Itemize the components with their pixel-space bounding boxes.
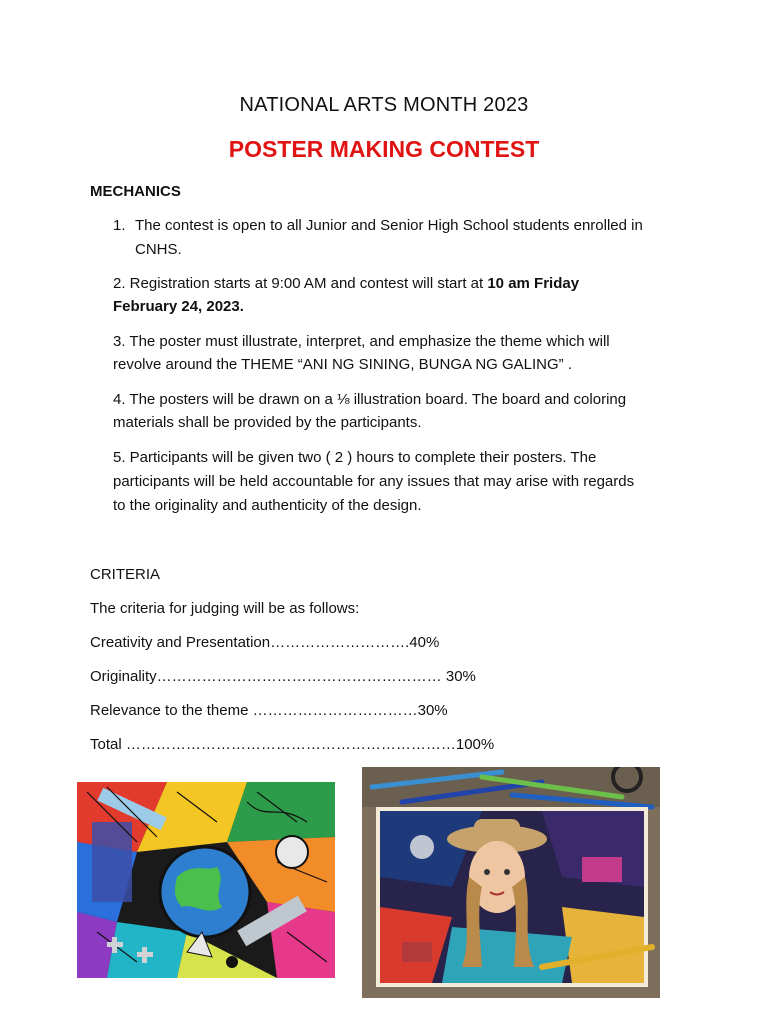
- criteria-heading: CRITERIA: [90, 566, 161, 583]
- item2-emphasis: 10 am Friday: [487, 275, 580, 292]
- criteria-intro: The criteria for judging will be as follows:: [90, 600, 360, 617]
- mechanics-heading: MECHANICS: [90, 183, 181, 200]
- document-title: NATIONAL ARTS MONTH 2023: [239, 94, 529, 116]
- item3-line2: revolve around the THEME “ANI NG SINING, BUNGA NG GALING” .: [113, 356, 573, 373]
- item2-line1: [113, 272, 579, 295]
- item1-line1: The contest is open to all Junior and Senior High School students enrolled in: [135, 217, 643, 234]
- item3-line1: 3. The poster must illustrate, interpret, and emphasize the theme which will: [113, 333, 610, 350]
- item5-line2: participants will be held accountable for any issues that may arise with regards: [113, 473, 635, 490]
- item2-text: 2. Registration starts at 9:00 AM and contest will start at: [113, 275, 488, 292]
- item5-line3: to the originality and authenticity of the design.: [113, 497, 422, 514]
- item4-line1: 4. The posters will be drawn on a ⅛ illustration board. The board and coloring: [113, 391, 627, 408]
- item2-line2: February 24, 2023.: [113, 298, 244, 315]
- item5-line1: 5. Participants will be given two ( 2 ) hours to complete their posters. The: [113, 449, 597, 466]
- poster-sample-left: [77, 782, 335, 978]
- poster-art-left: [77, 782, 335, 978]
- item1-line2: CNHS.: [135, 241, 182, 258]
- criteria-row: Total …………………………………………………………100%: [90, 736, 495, 753]
- poster-art-right: [362, 767, 660, 998]
- item4-line2: materials shall be provided by the participants.: [113, 414, 422, 431]
- contest-title: POSTER MAKING CONTEST: [228, 136, 540, 162]
- criteria-row: Relevance to the theme ……………………………30%: [90, 702, 448, 719]
- poster-sample-right: [362, 767, 660, 998]
- criteria-row: Originality………………………………………………… 30%: [90, 668, 476, 685]
- item1-number: 1.: [113, 217, 126, 234]
- criteria-row: Creativity and Presentation……………………….40%: [90, 634, 440, 651]
